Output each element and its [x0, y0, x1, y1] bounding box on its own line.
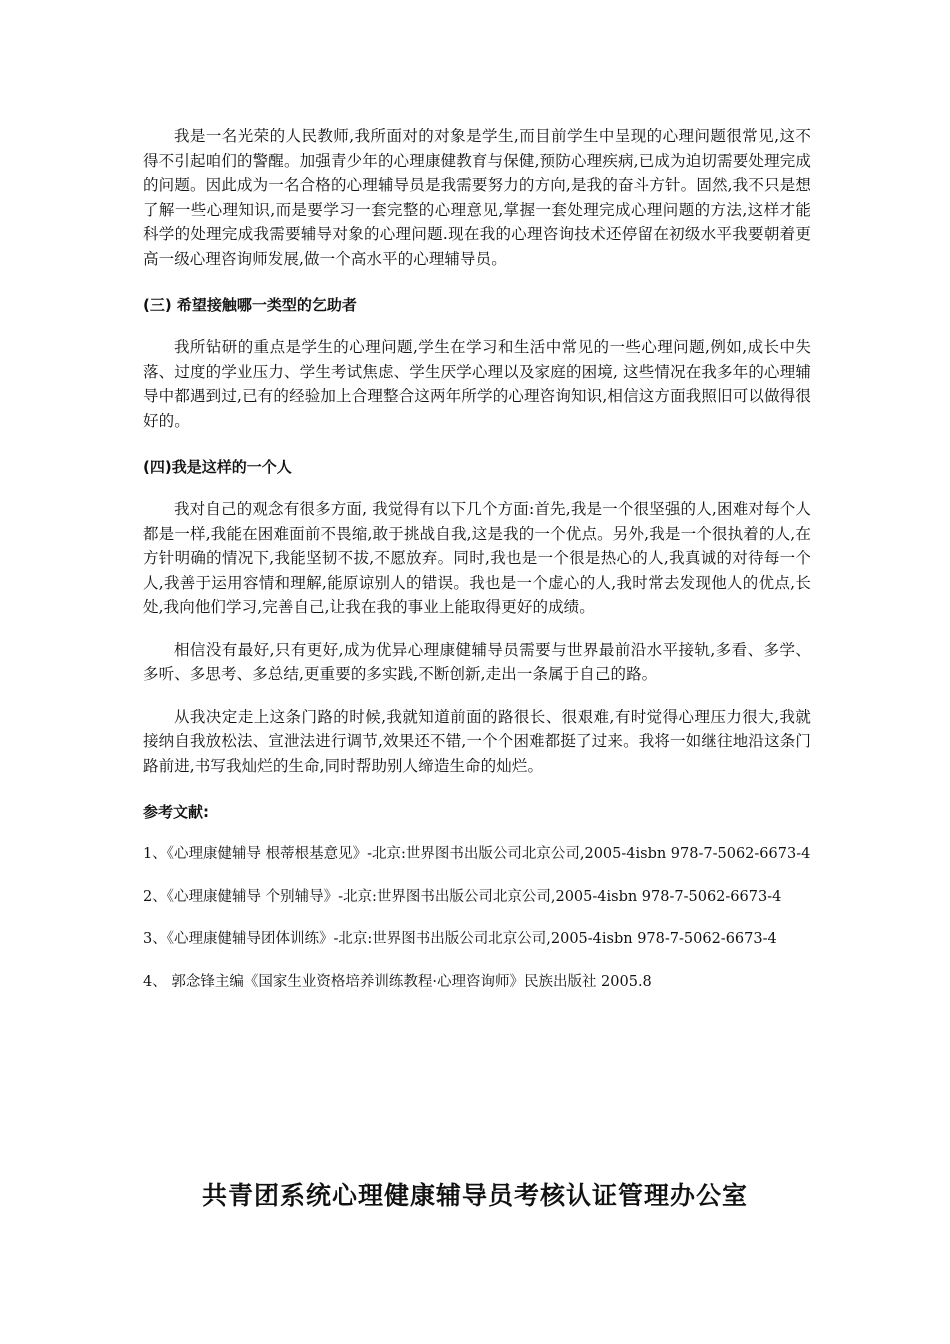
reference-item-2: 2、《心理康健辅导 个别辅导》-北京:世界图书出版公司北京公司,2005-4isbn 978-7-5062-6673-4 — [143, 888, 782, 905]
reference-item-3: 3、《心理康健辅导团体训练》-北京:世界图书出版公司北京公司,2005-4isbn 978-7-5062-6673-4 — [143, 931, 777, 947]
reference-item-1: 1、《心理康健辅导 根蒂根基意见》-北京:世界图书出版公司北京公司,2005-4isbn 978-7-5062-6673-4 — [143, 846, 811, 862]
section-4-paragraph-1: 我对自己的观念有很多方面, 我觉得有以下几个方面:首先,我是一个很坚强的人,困难对每个人都是一样,我能在困难面前不畏缩,敢于挑战自我,这是我的一个优点。另外,我是一个很执着的人,在方针明确的情况下,我能坚韧不拔,不愿放弃。同时,我也是一个很是热心的人,我真诚的对待每一个人,我善于运用容情和理解,能原谅别人的错误。我也是一个虚心的人,我时常去发现他人的优点,长处,我向他们学习,完善自己,让我在我的事业上能取得更好的成绩。 — [143, 500, 811, 616]
section-4-paragraph-2: 相信没有最好,只有更好,成为优异心理康健辅导员需要与世界最前沿水平接轨,多看、多学、多听、多思考、多总结,更重要的多实践,不断创新,走出一条属于自己的路。 — [143, 640, 811, 683]
footer-title: 共青团系统心理健康辅导员考核认证管理办公室 — [201, 1181, 748, 1210]
section-4-paragraph-3: 从我决定走上这条门路的时候,我就知道前面的路很长、很艰难,有时觉得心理压力很大,我就接纳自我放松法、宣泄法进行调节,效果还不错,一个个困难都挺了过来。我将一如继往地沿这条门路前进,书写我灿烂的生命,同时帮助别人缔造生命的灿烂。 — [143, 707, 811, 775]
section-4-heading: (四)我是这样的一个人 — [143, 458, 292, 476]
section-3-heading: (三) 希望接触哪一类型的乞助者 — [143, 296, 357, 314]
references-heading: 参考文献: — [143, 803, 209, 821]
reference-item-4: 4、 郭念锋主编《国家生业资格培养训练教程·心理咨询师》民族出版社 2005.8 — [143, 973, 652, 990]
section-3-paragraph: 我所钻研的重点是学生的心理问题,学生在学习和生活中常见的一些心理问题,例如,成长中失落、过度的学业压力、学生考试焦虑、学生厌学心理以及家庭的困境, 这些情况在我多年的心理辅导中都遇到过,已有的经验加上合理整合这两年所学的心理咨询知识,相信这方面我照旧可以做得很好的。 — [143, 338, 811, 430]
intro-paragraph: 我是一名光荣的人民教师,我所面对的对象是学生,而目前学生中呈现的心理问题很常见,这不得不引起咱们的警醒。加强青少年的心理康健教育与保健,预防心理疾病,已成为迫切需要处理完成的问题。因此成为一名合格的心理辅导员是我需要努力的方向,是我的奋斗方针。固然,我不只是想了解一些心理知识,而是要学习一套完整的心理意见,掌握一套处理完成心理问题的方法,这样才能科学的处理完成我需要辅导对象的心理问题.现在我的心理咨询技术还停留在初级水平我要朝着更高一级心理咨询师发展,做一个高水平的心理辅导员。 — [143, 127, 811, 268]
document-body — [143, 124, 811, 994]
